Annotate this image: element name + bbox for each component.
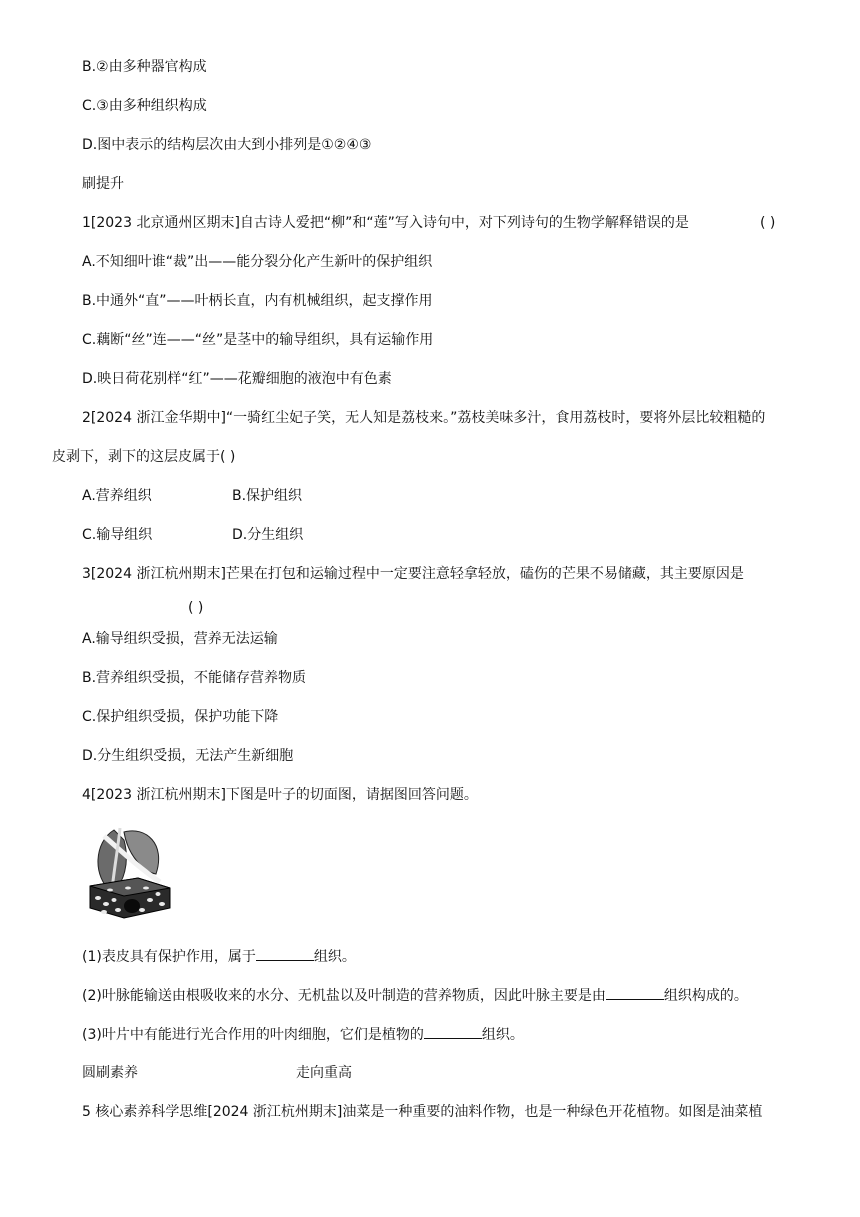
leaf-cross-section-figure [84,822,176,920]
question-4-stem: 4[2023 浙江杭州期末]下图是叶子的切面图，请据图回答问题。 [82,787,478,803]
question-2-option-b: B.保护组织 [232,488,303,504]
question-3-option-d: D.分生组织受损，无法产生新细胞 [82,748,294,764]
question-2-option-d: D.分生组织 [232,527,304,543]
question-1-stem: 1[2023 北京通州区期末]自古诗人爱把“柳”和“莲”写入诗句中，对下列诗句的生物学解释错误的是 [82,215,689,231]
question-3-option-a: A.输导组织受损，营养无法运输 [82,631,278,647]
question-2-stem-line2: 皮剥下，剥下的这层皮属于( ) [52,449,236,465]
section-heading-literacy: 圆刷素养 [82,1065,138,1081]
option-b-prev: B.②由多种器官构成 [82,59,207,75]
question-4-sub-3 [82,1024,524,1045]
question-5-stem: 5 核心素养科学思维[2024 浙江杭州期末]油菜是一种重要的油料作物，也是一种绿色开花植物。如图是油菜植 [82,1104,763,1120]
question-1-option-b: B.中通外“直”——叶柄长直，内有机械组织，起支撑作用 [82,293,433,309]
question-4-sub-3-suffix: 组织。 [481,1027,524,1043]
question-3-stem: 3[2024 浙江杭州期末]芒果在打包和运输过程中一定要注意轻拿轻放，磕伤的芒果不易储藏，其主要原因是 [82,566,744,582]
question-3-option-c: C.保护组织受损，保护功能下降 [82,709,279,725]
section-heading-improve: 刷提升 [82,176,124,192]
option-c-prev: C.③由多种组织构成 [82,98,207,114]
answer-blank[interactable] [424,1024,482,1039]
question-4-sub-1 [82,946,356,967]
question-4-sub-3-text: (3)叶片中有能进行光合作用的叶肉细胞，它们是植物的 [82,1027,424,1043]
question-3-answer-paren: ( ) [188,600,204,616]
question-4-sub-2 [82,985,748,1006]
question-1-answer-paren: ( ) [760,215,776,231]
question-1-option-a: A.不知细叶谁“裁”出——能分裂分化产生新叶的保护组织 [82,254,433,270]
answer-blank[interactable] [606,985,664,1000]
question-4-sub-1-suffix: 组织。 [313,949,356,965]
question-1-option-c: C.藕断“丝”连——“丝”是茎中的输导组织，具有运输作用 [82,332,434,348]
question-2-stem-line1: 2[2024 浙江金华期中]“一骑红尘妃子笑，无人知是荔枝来。”荔枝美味多汁，食用荔枝时，要将外层比较粗糙的 [82,410,766,426]
question-4-sub-2-text: (2)叶脉能输送由根吸收来的水分、无机盐以及叶制造的营养物质，因此叶脉主要是由 [82,988,606,1004]
answer-blank[interactable] [256,946,314,961]
question-1-option-d: D.映日荷花别样“红”——花瓣细胞的液泡中有色素 [82,371,392,387]
question-4-sub-2-suffix: 组织构成的。 [663,988,748,1004]
option-d-prev: D.图中表示的结构层次由大到小排列是①②④③ [82,137,372,153]
question-2-option-a: A.营养组织 [82,488,152,504]
question-3-option-b: B.营养组织受损，不能储存营养物质 [82,670,307,686]
question-4-sub-1-text: (1)表皮具有保护作用，属于 [82,949,256,965]
section-heading-higher: 走向重高 [296,1065,352,1081]
question-2-option-c: C.输导组织 [82,527,153,543]
